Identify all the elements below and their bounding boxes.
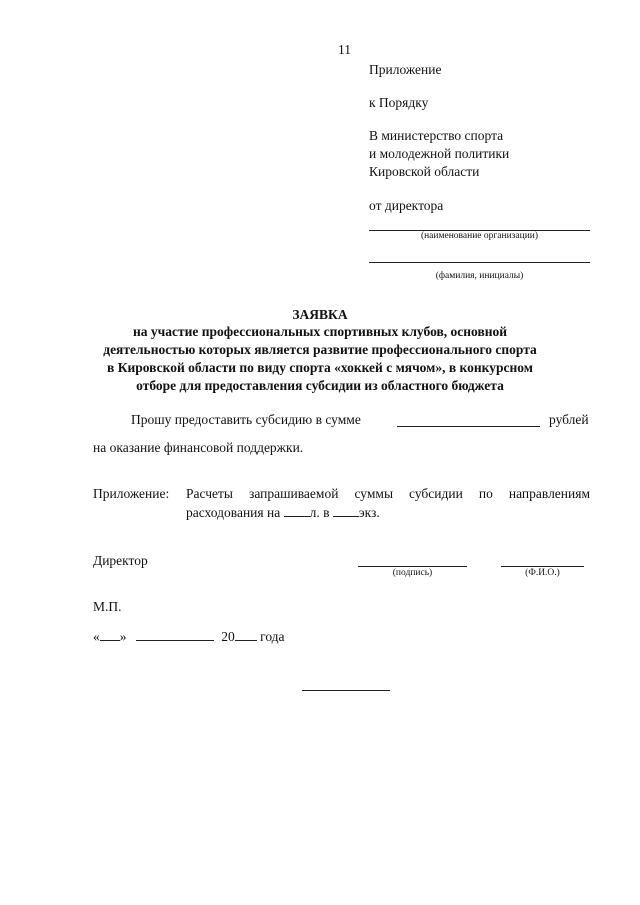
person-name-caption: (фамилия, инициалы) xyxy=(435,271,524,281)
page-number: 11 xyxy=(338,42,351,57)
date-line xyxy=(93,628,285,645)
currency-unit: рублей xyxy=(549,412,589,427)
closing-rule xyxy=(302,690,390,691)
date-quote-close: » xyxy=(119,629,127,644)
attachment-line-2 xyxy=(186,504,380,521)
addressee-line-2: и молодежной политики xyxy=(369,146,510,161)
date-quote-open: « xyxy=(93,629,100,644)
stamp-placeholder: М.П. xyxy=(93,599,122,614)
year-blank xyxy=(235,628,257,641)
fio-line xyxy=(501,566,584,567)
annex-reference: к Порядку xyxy=(369,95,429,110)
addressee-line-1: В министерство спорта xyxy=(369,128,504,143)
director-label: Директор xyxy=(93,553,148,568)
document-heading: ЗАЯВКА xyxy=(292,307,348,322)
year-prefix: 20 xyxy=(221,629,235,644)
attachment-copies-suffix: экз. xyxy=(358,505,380,520)
signature-line xyxy=(358,566,467,567)
copies-blank xyxy=(333,504,359,517)
attachment-pages-prefix: расходования на xyxy=(186,505,281,520)
annex-label: Приложение xyxy=(369,62,442,77)
addressee-line-3: Кировской области xyxy=(369,164,480,179)
pages-blank xyxy=(284,504,310,517)
signature-caption: (подпись) xyxy=(392,568,433,578)
title-line-2: деятельностью которых является развитие профессионального спорта xyxy=(103,342,537,357)
request-purpose: на оказание финансовой поддержки. xyxy=(93,440,304,455)
fio-caption: (Ф.И.О.) xyxy=(525,568,560,578)
attachment-label: Приложение: xyxy=(93,486,170,501)
person-name-line xyxy=(369,262,590,263)
title-line-3: в Кировской области по виду спорта «хоккей с мячом», в конкурсном xyxy=(107,360,533,375)
request-text: Прошу предоставить субсидию в сумме xyxy=(131,412,361,427)
from-label: от директора xyxy=(369,198,444,213)
day-blank xyxy=(100,628,120,641)
attachment-line-1: Расчеты запрашиваемой суммы субсидии по направлениям xyxy=(186,486,590,501)
amount-blank xyxy=(397,426,540,427)
title-line-4: отборе для предоставления субсидии из областного бюджета xyxy=(136,378,504,393)
title-line-1: на участие профессиональных спортивных клубов, основной xyxy=(132,324,508,339)
year-suffix: года xyxy=(260,629,285,644)
org-name-caption: (наименование организации) xyxy=(420,231,539,241)
attachment-pages-suffix: л. в xyxy=(309,505,330,520)
month-blank xyxy=(136,628,214,641)
